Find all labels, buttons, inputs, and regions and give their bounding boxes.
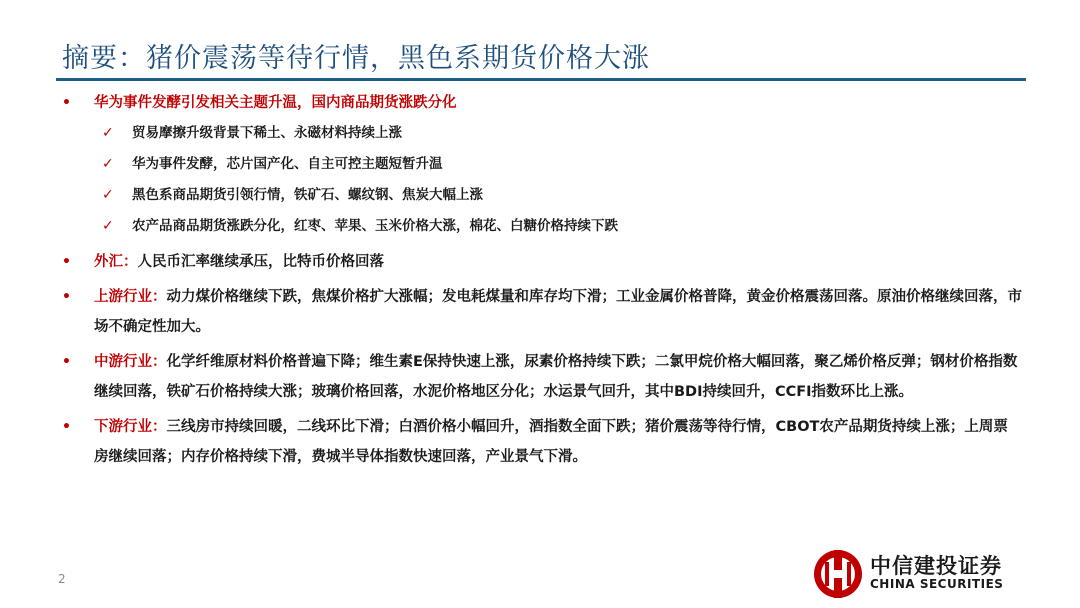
company-logo <box>812 548 1037 598</box>
section-upstream <box>62 282 1022 342</box>
section-text <box>62 282 1022 342</box>
section-forex <box>62 247 1022 277</box>
bullet-icon: • <box>62 254 71 270</box>
sub-item-text: 黑色系商品期货引领行情，铁矿石、螺纹钢、焦炭大幅上涨 <box>132 187 483 203</box>
bullet-row <box>62 88 1022 118</box>
section-huawei <box>62 88 1022 242</box>
section-text <box>62 347 1022 407</box>
bullet-icon: • <box>62 95 71 111</box>
sub-item <box>62 180 1022 211</box>
sub-item <box>62 211 1022 242</box>
section-heading: 华为事件发酵引发相关主题升温，国内商品期货涨跌分化 <box>94 95 457 111</box>
checkmark-icon: ✓ <box>102 187 114 203</box>
section-label: 上游行业： <box>94 289 167 305</box>
bullet-icon: • <box>62 289 71 305</box>
bullet-icon: • <box>62 354 71 370</box>
checkmark-icon: ✓ <box>102 156 114 172</box>
page-title: 摘要：猪价震荡等待行情，黑色系期货价格大涨 <box>62 43 650 74</box>
checkmark-icon: ✓ <box>102 218 114 234</box>
bullet-row <box>62 282 1022 342</box>
section-body: 动力煤价格继续下跌，焦煤价格扩大涨幅；发电耗煤量和库存均下滑；工业金属价格普降，黄金价格震荡回落。原油价格继续回落，市场不确定性加大。 <box>94 289 1022 335</box>
bullet-row <box>62 412 1022 472</box>
section-label: 下游行业： <box>94 419 167 435</box>
title-divider <box>56 78 1026 81</box>
section-body: 人民币汇率继续承压，比特币价格回落 <box>137 254 384 270</box>
section-midstream <box>62 347 1022 407</box>
section-text <box>62 247 1022 277</box>
sub-item <box>62 149 1022 180</box>
bullet-icon: • <box>62 419 71 435</box>
page-number: 2 <box>58 572 66 586</box>
sub-item-text: 农产品商品期货涨跌分化，红枣、苹果、玉米价格大涨，棉花、白糖价格持续下跌 <box>132 218 618 234</box>
section-body: 化学纤维原材料价格普遍下降；维生素E保持快速上涨，尿素价格持续下跌；二氯甲烷价格大幅回落，聚乙烯价格反弹；钢材价格指数继续回落，铁矿石价格持续大涨；玻璃价格回落，水泥价格地区分化；水运景气回升，其中BDI持续回升，CCFI指数环比上涨。 <box>94 354 1018 400</box>
sub-item-text: 贸易摩擦升级背景下稀土、永磁材料持续上涨 <box>132 125 402 141</box>
sub-item-text: 华为事件发酵，芯片国产化、自主可控主题短暂升温 <box>132 156 443 172</box>
section-downstream <box>62 412 1022 472</box>
citic-logo-icon <box>812 548 864 600</box>
sub-item <box>62 118 1022 149</box>
logo-english-name: CHINA SECURITIES <box>870 577 1004 591</box>
section-label: 外汇： <box>94 254 138 270</box>
bullet-row <box>62 247 1022 277</box>
summary-content <box>62 88 1022 472</box>
bullet-row <box>62 347 1022 407</box>
section-body: 三线房市持续回暖，二线环比下滑；白酒价格小幅回升，酒指数全面下跌；猪价震荡等待行情，CBOT农产品期货持续上涨；上周票房继续回落；内存价格持续下滑，费城半导体指数快速回落，产业景气下滑。 <box>94 419 1008 465</box>
section-label: 中游行业： <box>94 354 167 370</box>
checkmark-icon: ✓ <box>102 125 114 141</box>
logo-chinese-name: 中信建投证券 <box>870 554 1002 578</box>
section-text <box>62 412 1022 472</box>
